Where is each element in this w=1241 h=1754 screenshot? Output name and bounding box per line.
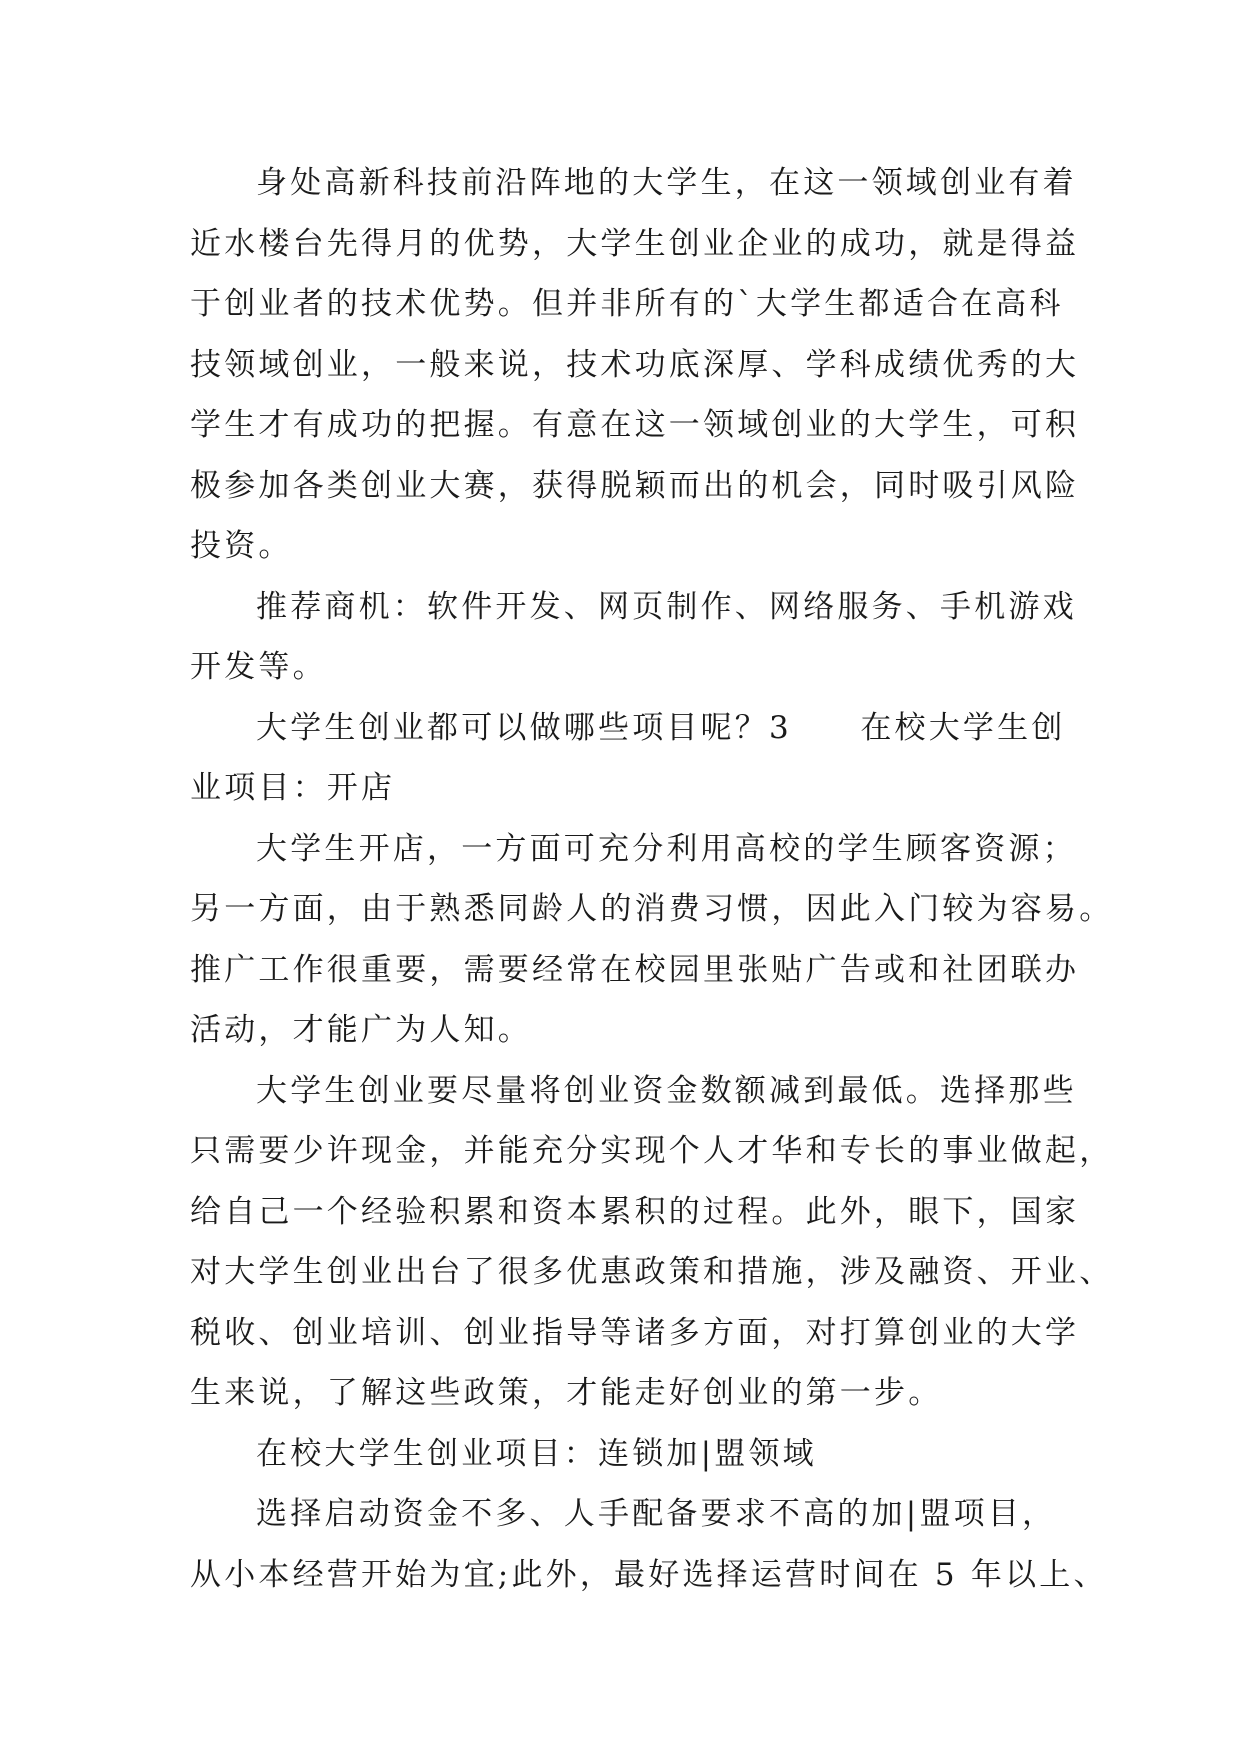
section-heading: 在校大学生创业项目：连锁加|盟领域 xyxy=(256,1436,817,1472)
section-heading: 大学生创业都可以做哪些项目呢？3 在校大学生创 xyxy=(256,710,1066,746)
paragraph-line: 开发等。 xyxy=(190,649,327,685)
paragraph-line: 投资。 xyxy=(190,528,293,564)
paragraph-line: 于创业者的技术优势。但并非所有的`大学生都适合在高科 xyxy=(190,286,1064,322)
paragraph-line: 对大学生创业出台了很多优惠政策和措施，涉及融资、开业、 xyxy=(190,1254,1114,1290)
paragraph-line: 税收、创业培训、创业指导等诸多方面，对打算创业的大学 xyxy=(190,1315,1080,1351)
paragraph-line: 极参加各类创业大赛，获得脱颖而出的机会，同时吸引风险 xyxy=(190,468,1080,504)
paragraph-line: 推广工作很重要，需要经常在校园里张贴广告或和社团联办 xyxy=(190,952,1080,988)
paragraph-line: 另一方面，由于熟悉同龄人的消费习惯，因此入门较为容易。 xyxy=(190,891,1114,927)
paragraph-line: 学生才有成功的把握。有意在这一领域创业的大学生，可积 xyxy=(190,407,1080,443)
paragraph-line: 大学生创业要尽量将创业资金数额减到最低。选择那些 xyxy=(256,1073,1077,1109)
paragraph-line: 活动，才能广为人知。 xyxy=(190,1012,532,1048)
section-heading: 业项目：开店 xyxy=(190,770,396,806)
paragraph-line: 身处高新科技前沿阵地的大学生，在这一领域创业有着 xyxy=(256,165,1077,201)
paragraph-line: 从小本经营开始为宜;此外，最好选择运营时间在 5 年以上、 xyxy=(190,1557,1108,1593)
paragraph-line: 大学生开店，一方面可充分利用高校的学生顾客资源； xyxy=(256,831,1077,867)
paragraph-line: 技领域创业，一般来说，技术功底深厚、学科成绩优秀的大 xyxy=(190,347,1080,383)
paragraph-line: 选择启动资金不多、人手配备要求不高的加|盟项目， xyxy=(256,1496,1057,1532)
paragraph-line: 生来说，了解这些政策，才能走好创业的第一步。 xyxy=(190,1375,943,1411)
paragraph-line: 只需要少许现金，并能充分实现个人才华和专长的事业做起， xyxy=(190,1133,1114,1169)
paragraph-line: 给自己一个经验积累和资本累积的过程。此外，眼下，国家 xyxy=(190,1194,1080,1230)
paragraph-line: 近水楼台先得月的优势，大学生创业企业的成功，就是得益 xyxy=(190,226,1080,262)
paragraph-line: 推荐商机：软件开发、网页制作、网络服务、手机游戏 xyxy=(256,589,1077,625)
